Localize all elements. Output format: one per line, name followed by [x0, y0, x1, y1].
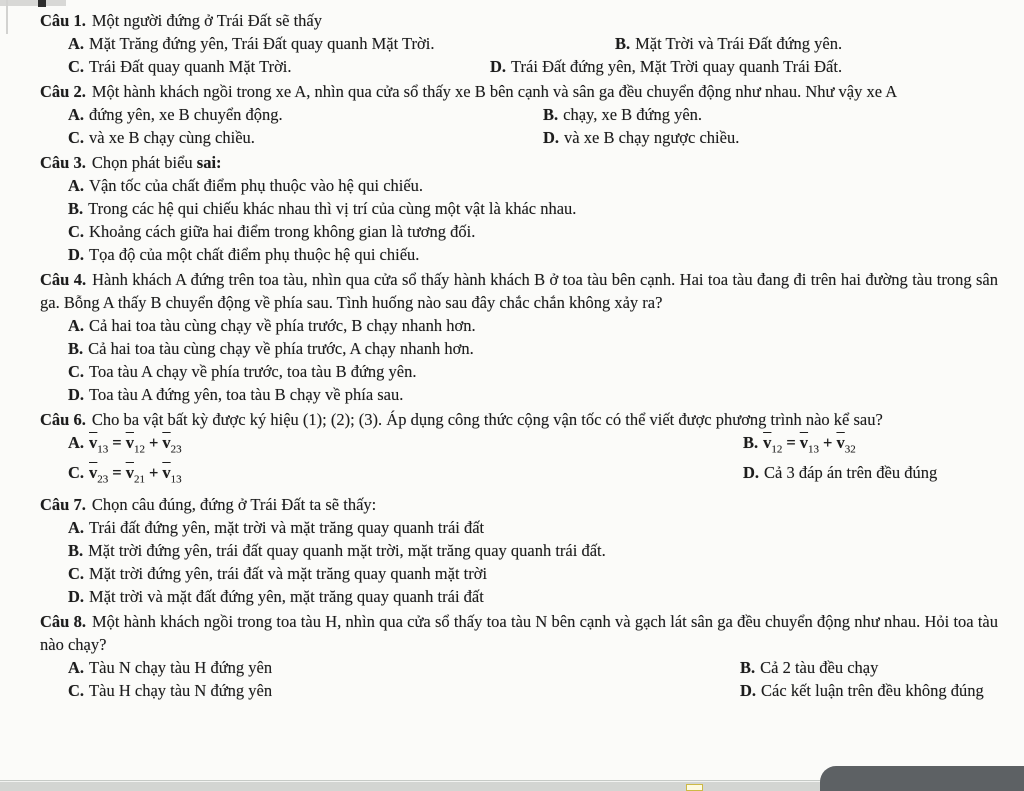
question-6 — [40, 408, 998, 491]
question-number: Câu 1. — [40, 11, 86, 30]
option-label: B. — [543, 105, 559, 124]
option-label: A. — [68, 105, 85, 124]
option-label: B. — [68, 541, 84, 560]
option-text: Trái Đất quay quanh Mặt Trời. — [89, 57, 292, 76]
option-text: Toa tàu A chạy về phía trước, toa tàu B đứng yên. — [89, 362, 417, 381]
options-row — [40, 461, 998, 491]
option-b — [740, 656, 878, 679]
option-label: B. — [743, 433, 759, 452]
question-number: Câu 7. — [40, 495, 86, 514]
option-text: Khoảng cách giữa hai điểm trong không gian là tương đối. — [89, 222, 476, 241]
option-text: Các kết luận trên đều không đúng — [761, 681, 984, 700]
option-b — [40, 539, 998, 562]
option-c — [68, 679, 740, 702]
options-row — [40, 679, 998, 702]
option-text: Vận tốc của chất điểm phụ thuộc vào hệ qui chiếu. — [89, 176, 424, 195]
option-a — [68, 656, 740, 679]
option-text: Mặt trời đứng yên, trái đất và mặt trăng quay quanh mặt trời — [89, 564, 488, 583]
option-text: Tọa độ của một chất điểm phụ thuộc hệ qui chiếu. — [89, 245, 420, 264]
option-formula: $\overline{v}_{12} = \overline{v}_{13} + \overline{v}_{32}$ — [763, 433, 856, 456]
question-stem-text: Cho ba vật bất kỳ được ký hiệu (1); (2); (3). Áp dụng công thức cộng vận tốc có thể viết được phương trình nào kể sau? — [91, 410, 883, 429]
option-text: Cả 2 tàu đều chạy — [760, 658, 879, 677]
question-2 — [40, 80, 998, 149]
option-c — [68, 55, 490, 78]
option-d — [40, 383, 998, 406]
option-a — [68, 431, 743, 455]
question-1 — [40, 9, 998, 78]
option-b — [40, 197, 998, 220]
option-text: Cả 3 đáp án trên đều đúng — [764, 463, 938, 482]
option-formula: $\overline{v}_{13} = \overline{v}_{12} + \overline{v}_{23}$ — [89, 433, 182, 456]
question-stem-text: Một người đứng ở Trái Đất sẽ thấy — [91, 11, 322, 30]
question-stem-text: Chọn phát biểu — [91, 153, 193, 172]
option-c — [68, 461, 743, 485]
option-text: Tàu N chạy tàu H đứng yên — [89, 658, 273, 677]
bottom-right-overlay[interactable] — [820, 766, 1024, 791]
options-row — [40, 55, 998, 78]
question-stem-text: Hành khách A đứng trên toa tàu, nhìn qua cửa sổ thấy hành khách B ở toa tàu bên cạnh. Hai toa tàu đang đi trên hai đường tàu trong sân ga. Bỗng A thấy B chuyển động về phía sau. Tình huống nào sau đây chắc chắn không xảy ra? — [40, 270, 998, 312]
option-label: A. — [68, 34, 85, 53]
question-number: Câu 6. — [40, 410, 86, 429]
option-d — [543, 126, 739, 149]
option-label: B. — [68, 339, 84, 358]
options-row — [40, 656, 998, 679]
question-stem — [40, 268, 998, 314]
option-a — [40, 516, 998, 539]
question-7 — [40, 493, 998, 608]
options-row — [40, 32, 998, 55]
option-a — [40, 314, 998, 337]
option-a — [40, 174, 998, 197]
option-text: đứng yên, xe B chuyển động. — [89, 105, 283, 124]
question-stem-bold: sai: — [196, 153, 222, 172]
option-a — [68, 32, 615, 55]
form-field-marker-icon — [686, 784, 703, 791]
question-3 — [40, 151, 998, 266]
option-label: D. — [490, 57, 507, 76]
option-label: D. — [68, 245, 85, 264]
option-label: C. — [68, 362, 85, 381]
option-text: Mặt Trăng đứng yên, Trái Đất quay quanh Mặt Trời. — [89, 34, 435, 53]
option-a — [68, 103, 543, 126]
option-label: B. — [68, 199, 84, 218]
question-8 — [40, 610, 998, 702]
option-label: D. — [740, 681, 757, 700]
option-label: D. — [543, 128, 560, 147]
option-c — [40, 360, 998, 383]
option-c — [40, 220, 998, 243]
option-label: B. — [740, 658, 756, 677]
option-label: C. — [68, 463, 85, 482]
question-stem — [40, 9, 998, 32]
option-text: Tàu H chạy tàu N đứng yên — [89, 681, 273, 700]
option-text: Mặt trời đứng yên, trái đất quay quanh mặt trời, mặt trăng quay quanh trái đất. — [88, 541, 606, 560]
option-label: A. — [68, 658, 85, 677]
option-text: Cả hai toa tàu cùng chạy về phía trước, A chạy nhanh hơn. — [88, 339, 474, 358]
options-row — [40, 126, 998, 149]
option-text: Trái Đất đứng yên, Mặt Trời quay quanh Trái Đất. — [511, 57, 843, 76]
question-number: Câu 3. — [40, 153, 86, 172]
option-label: B. — [615, 34, 631, 53]
option-c — [40, 562, 998, 585]
option-d — [40, 585, 998, 608]
option-text: Cả hai toa tàu cùng chạy về phía trước, B chạy nhanh hơn. — [89, 316, 476, 335]
option-label: C. — [68, 222, 85, 241]
option-d — [740, 679, 984, 702]
option-formula: $\overline{v}_{23} = \overline{v}_{21} + \overline{v}_{13}$ — [89, 463, 182, 486]
option-label: C. — [68, 128, 85, 147]
option-label: A. — [68, 176, 85, 195]
option-text: và xe B chạy cùng chiều. — [89, 128, 255, 147]
options-row — [40, 431, 998, 461]
option-text: Trong các hệ qui chiếu khác nhau thì vị trí của cùng một vật là khác nhau. — [88, 199, 577, 218]
option-c — [68, 126, 543, 149]
option-text: Mặt trời và mặt đất đứng yên, mặt trăng quay quanh trái đất — [89, 587, 484, 606]
option-label: D. — [68, 385, 85, 404]
option-label: C. — [68, 57, 85, 76]
option-b — [615, 32, 842, 55]
option-text: chạy, xe B đứng yên. — [563, 105, 703, 124]
question-4 — [40, 268, 998, 406]
option-text: Toa tàu A đứng yên, toa tàu B chạy về phía sau. — [89, 385, 404, 404]
option-b — [543, 103, 702, 126]
option-text: Trái đất đứng yên, mặt trời và mặt trăng quay quanh trái đất — [89, 518, 485, 537]
question-number: Câu 4. — [40, 270, 87, 289]
question-number: Câu 8. — [40, 612, 86, 631]
option-b — [743, 431, 856, 455]
option-label: A. — [68, 433, 85, 452]
question-stem — [40, 80, 998, 103]
option-d — [40, 243, 998, 266]
option-label: A. — [68, 518, 85, 537]
option-label: D. — [68, 587, 85, 606]
question-stem — [40, 610, 998, 656]
question-stem — [40, 408, 998, 431]
option-d — [490, 55, 842, 78]
question-stem — [40, 151, 998, 174]
option-text: Mặt Trời và Trái Đất đứng yên. — [635, 34, 843, 53]
option-label: C. — [68, 681, 85, 700]
option-d — [743, 461, 937, 484]
option-label: D. — [743, 463, 760, 482]
question-stem-text: Chọn câu đúng, đứng ở Trái Đất ta sẽ thấy: — [91, 495, 377, 514]
option-label: A. — [68, 316, 85, 335]
question-stem-text: Một hành khách ngồi trong xe A, nhìn qua cửa sổ thấy xe B bên cạnh và sân ga đều chuyển động như nhau. Như vậy xe A — [91, 82, 898, 101]
options-row — [40, 103, 998, 126]
option-b — [40, 337, 998, 360]
question-stem — [40, 493, 998, 516]
question-number: Câu 2. — [40, 82, 86, 101]
option-text: và xe B chạy ngược chiều. — [564, 128, 740, 147]
question-stem-text: Một hành khách ngồi trong toa tàu H, nhìn qua cửa sổ thấy toa tàu N bên cạnh và gạch lát sân ga đều chuyển động như nhau. Hỏi toa tàu nào chạy? — [40, 612, 999, 654]
option-label: C. — [68, 564, 85, 583]
